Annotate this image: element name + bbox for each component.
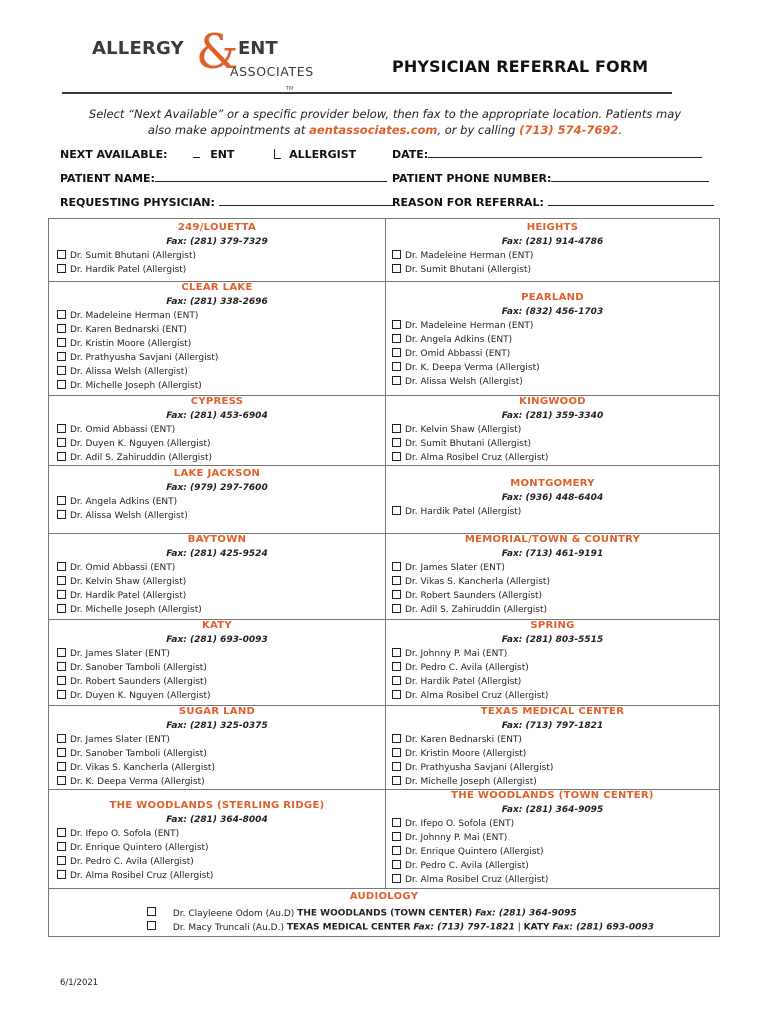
location-block — [49, 395, 385, 465]
provider-option[interactable] — [386, 603, 719, 617]
provider-option[interactable] — [49, 561, 385, 575]
checkbox[interactable] — [392, 452, 401, 461]
checkbox[interactable] — [57, 776, 66, 785]
row-divider — [49, 705, 385, 706]
reason-row — [392, 194, 714, 209]
provider-option[interactable] — [49, 309, 385, 323]
provider-name: Dr. Pedro C. Avila (Allergist) — [70, 857, 194, 867]
provider-name: Dr. Adil S. Zahiruddin (Allergist) — [405, 605, 548, 615]
row-divider — [49, 789, 385, 790]
audiology-divider — [49, 888, 719, 889]
provider-name: Dr. Enrique Quintero (Allergist) — [70, 843, 209, 853]
row-divider — [49, 465, 385, 466]
location-fax: Fax: (281) 379-7329 — [166, 237, 268, 247]
provider-option[interactable] — [386, 859, 719, 873]
provider-option[interactable] — [49, 351, 385, 365]
logo-associates-text: ASSOCIATES — [230, 64, 314, 79]
location-fax: Fax: (281) 693-0093 — [166, 635, 268, 645]
location-name: TEXAS MEDICAL CENTER — [480, 706, 625, 717]
provider-option[interactable] — [49, 827, 385, 841]
provider-option[interactable] — [386, 347, 719, 361]
next-available-label: NEXT AVAILABLE: — [60, 148, 168, 161]
checkbox[interactable] — [57, 662, 66, 671]
ent-checkline[interactable] — [193, 146, 200, 158]
location-name: THE WOODLANDS (STERLING RIDGE) — [109, 800, 325, 811]
provider-option[interactable] — [386, 505, 719, 519]
checkbox[interactable] — [392, 562, 401, 571]
location-name: HEIGHTS — [526, 222, 579, 233]
location-name: MONTGOMERY — [510, 478, 595, 489]
checkbox[interactable] — [392, 874, 401, 883]
provider-option[interactable] — [49, 509, 385, 523]
location-name: KINGWOOD — [519, 396, 586, 407]
provider-option[interactable] — [386, 423, 719, 437]
provider-option[interactable] — [49, 869, 385, 883]
provider-option[interactable] — [49, 263, 385, 277]
provider-option[interactable] — [49, 647, 385, 661]
provider-option[interactable] — [386, 775, 719, 789]
location-block — [49, 619, 385, 705]
checkbox[interactable] — [392, 590, 401, 599]
checkbox[interactable] — [57, 452, 66, 461]
checkbox[interactable] — [392, 264, 401, 273]
provider-name: Dr. Hardik Patel (Allergist) — [70, 591, 187, 601]
provider-name: Dr. Alma Rosibel Cruz (Allergist) — [405, 453, 549, 463]
provider-option[interactable] — [386, 689, 719, 703]
checkbox[interactable] — [57, 828, 66, 837]
patient-phone-row — [392, 170, 709, 185]
location-name: SPRING — [530, 620, 575, 631]
provider-option[interactable] — [386, 451, 719, 465]
checkbox[interactable] — [392, 604, 401, 613]
provider-name: Dr. Ifepo O. Sofola (ENT) — [70, 829, 180, 839]
provider-option[interactable] — [49, 841, 385, 855]
provider-name: Dr. Michelle Joseph (Allergist) — [70, 605, 202, 615]
audiology-location-3: KATY — [523, 922, 550, 933]
requesting-physician-field[interactable] — [219, 194, 393, 206]
checkbox[interactable] — [392, 762, 401, 771]
checkbox[interactable] — [392, 576, 401, 585]
provider-option[interactable] — [49, 675, 385, 689]
provider-option[interactable] — [49, 575, 385, 589]
provider-option[interactable] — [49, 603, 385, 617]
checkbox[interactable] — [57, 762, 66, 771]
location-fax: Fax: (281) 425-9524 — [166, 549, 268, 559]
provider-name: Dr. Vikas S. Kancherla (Allergist) — [70, 763, 215, 773]
audiology-title: AUDIOLOGY — [349, 891, 419, 902]
provider-name: Dr. Michelle Joseph (Allergist) — [405, 777, 537, 787]
location-fax: Fax: (281) 914-4786 — [501, 237, 604, 247]
date-label: DATE: — [392, 148, 429, 161]
provider-name: Dr. Prathyusha Savjani (Allergist) — [70, 353, 219, 363]
provider-option[interactable] — [386, 845, 719, 859]
provider-option[interactable] — [49, 775, 385, 789]
provider-option[interactable] — [386, 263, 719, 277]
checkbox[interactable] — [392, 334, 401, 343]
checkbox[interactable] — [392, 424, 401, 433]
audiology-location-1: THE WOODLANDS (TOWN CENTER) — [297, 908, 473, 919]
row-divider — [49, 533, 385, 534]
patient-name-label: PATIENT NAME: — [60, 172, 155, 185]
checkbox[interactable] — [57, 870, 66, 879]
checkbox[interactable] — [57, 856, 66, 865]
provider-name: Dr. Kristin Moore (Allergist) — [405, 749, 527, 759]
checkbox[interactable] — [147, 907, 156, 916]
provider-name: Dr. Hardik Patel (Allergist) — [70, 265, 187, 275]
location-fax: Fax: (281) 453-6904 — [166, 411, 268, 421]
provider-name: Dr. Alma Rosibel Cruz (Allergist) — [405, 875, 549, 885]
provider-option[interactable] — [386, 361, 719, 375]
location-fax: Fax: (713) 797-1821 — [501, 721, 604, 731]
provider-name: Dr. Duyen K. Nguyen (Allergist) — [70, 691, 211, 701]
checkbox[interactable] — [57, 380, 66, 389]
provider-name: Dr. Enrique Quintero (Allergist) — [405, 847, 544, 857]
provider-name: Dr. Angela Adkins (ENT) — [405, 335, 513, 345]
logo-trademark: TM — [286, 86, 294, 92]
patient-name-row — [60, 170, 387, 185]
checkbox[interactable] — [392, 818, 401, 827]
provider-name: Dr. Pedro C. Avila (Allergist) — [405, 663, 529, 673]
date-field[interactable] — [428, 146, 702, 158]
row-divider — [49, 619, 385, 620]
provider-option[interactable] — [386, 831, 719, 845]
checkbox[interactable] — [57, 576, 66, 585]
provider-option[interactable] — [49, 423, 385, 437]
location-fax: Fax: (281) 364-9095 — [501, 805, 604, 815]
provider-name: Dr. Madeleine Herman (ENT) — [405, 251, 534, 261]
checkbox[interactable] — [392, 506, 401, 515]
allergist-checkline[interactable] — [274, 149, 281, 159]
location-name: LAKE JACKSON — [173, 468, 261, 479]
location-grid — [48, 218, 720, 937]
provider-name: Dr. Alissa Welsh (Allergist) — [70, 511, 188, 521]
intro-line-2-mid: , or by calling — [437, 123, 520, 137]
checkbox[interactable] — [57, 604, 66, 613]
row-divider — [386, 619, 719, 620]
provider-name: Dr. Adil S. Zahiruddin (Allergist) — [70, 453, 213, 463]
provider-name: Dr. Kelvin Shaw (Allergist) — [70, 577, 187, 587]
row-divider — [386, 395, 719, 396]
provider-option[interactable] — [49, 337, 385, 351]
revision-date: 6/1/2021 — [60, 978, 99, 988]
audiology-location-2: TEXAS MEDICAL CENTER — [286, 922, 411, 933]
provider-name: Dr. Madeleine Herman (ENT) — [405, 321, 534, 331]
checkbox[interactable] — [392, 832, 401, 841]
provider-name: Dr. Omid Abbassi (ENT) — [70, 425, 176, 435]
provider-name: Dr. Robert Saunders (Allergist) — [405, 591, 543, 601]
audiology-row-1 — [147, 907, 577, 919]
intro-line-1: Select “Next Available” or a specific provider below, then fax to the appropriate location. Patients may — [88, 107, 682, 121]
provider-option[interactable] — [49, 733, 385, 747]
provider-option[interactable] — [386, 319, 719, 333]
provider-name: Dr. Alma Rosibel Cruz (Allergist) — [70, 871, 214, 881]
row-divider — [49, 395, 385, 396]
audiology-separator: | — [517, 922, 521, 933]
audiology-row-2 — [147, 921, 654, 933]
checkbox[interactable] — [57, 734, 66, 743]
provider-option[interactable] — [49, 451, 385, 465]
provider-name: Dr. Sumit Bhutani (Allergist) — [405, 439, 531, 449]
intro-text — [50, 106, 720, 138]
phone-number[interactable]: (713) 574-7692 — [519, 123, 619, 137]
row-divider — [386, 789, 719, 790]
location-block — [386, 705, 719, 789]
checkbox[interactable] — [57, 264, 66, 273]
reason-field[interactable] — [548, 194, 714, 206]
checkbox[interactable] — [57, 842, 66, 851]
provider-option[interactable] — [386, 647, 719, 661]
location-block — [49, 219, 385, 281]
checkbox[interactable] — [57, 562, 66, 571]
checkbox[interactable] — [57, 338, 66, 347]
provider-name: Dr. Karen Bednarski (ENT) — [70, 325, 187, 335]
location-fax: Fax: (979) 297-7600 — [166, 483, 268, 493]
provider-name: Dr. Alma Rosibel Cruz (Allergist) — [405, 691, 549, 701]
checkbox[interactable] — [392, 662, 401, 671]
provider-name: Dr. Johnny P. Mai (ENT) — [405, 833, 508, 843]
location-name: MEMORIAL/TOWN & COUNTRY — [464, 534, 641, 545]
provider-name: Dr. K. Deepa Verma (Allergist) — [405, 363, 540, 373]
provider-option[interactable] — [386, 817, 719, 831]
checkbox[interactable] — [57, 250, 66, 259]
location-fax: Fax: (832) 456-1703 — [501, 307, 604, 317]
provider-name: Dr. Kelvin Shaw (Allergist) — [405, 425, 522, 435]
location-fax: Fax: (281) 325-0375 — [166, 721, 268, 731]
checkbox[interactable] — [147, 921, 156, 930]
audiology-doctor-1: Dr. Clayleene Odom (Au.D) — [172, 908, 295, 919]
audiology-fax-2: Fax: (713) 797-1821 — [413, 922, 515, 933]
provider-name: Dr. Robert Saunders (Allergist) — [70, 677, 208, 687]
location-name: 249/LOUETTA — [177, 222, 257, 233]
provider-option[interactable] — [49, 855, 385, 869]
provider-name: Dr. Pedro C. Avila (Allergist) — [405, 861, 529, 871]
location-fax: Fax: (281) 338-2696 — [166, 297, 268, 307]
provider-name: Dr. Hardik Patel (Allergist) — [405, 507, 522, 517]
provider-option[interactable] — [386, 675, 719, 689]
location-fax: Fax: (281) 803-5515 — [501, 635, 604, 645]
checkbox[interactable] — [57, 748, 66, 757]
provider-name: Dr. Alissa Welsh (Allergist) — [405, 377, 523, 387]
location-block — [49, 789, 385, 888]
checkbox[interactable] — [57, 310, 66, 319]
provider-option[interactable] — [49, 365, 385, 379]
row-divider — [386, 705, 719, 706]
logo-ent-text: ENT — [238, 38, 278, 59]
provider-name: Dr. K. Deepa Verma (Allergist) — [70, 777, 205, 787]
provider-name: Dr. James Slater (ENT) — [70, 649, 170, 659]
location-name: SUGAR LAND — [178, 706, 256, 717]
provider-option[interactable] — [386, 561, 719, 575]
checkbox[interactable] — [392, 676, 401, 685]
requesting-physician-label: REQUESTING PHYSICIAN: — [60, 196, 215, 209]
location-block — [386, 395, 719, 465]
provider-option[interactable] — [386, 589, 719, 603]
checkbox[interactable] — [392, 362, 401, 371]
provider-name: Dr. Johnny P. Mai (ENT) — [405, 649, 508, 659]
location-block — [49, 533, 385, 619]
provider-option[interactable] — [386, 575, 719, 589]
checkbox[interactable] — [57, 676, 66, 685]
location-block — [386, 465, 719, 533]
provider-name: Dr. Ifepo O. Sofola (ENT) — [405, 819, 515, 829]
provider-name: Dr. Karen Bednarski (ENT) — [405, 735, 522, 745]
header-divider — [62, 92, 672, 94]
checkbox[interactable] — [57, 496, 66, 505]
provider-name: Dr. Alissa Welsh (Allergist) — [70, 367, 188, 377]
location-block — [386, 789, 719, 888]
provider-option[interactable] — [386, 761, 719, 775]
checkbox[interactable] — [392, 250, 401, 259]
checkbox[interactable] — [57, 352, 66, 361]
intro-line-2 — [50, 122, 720, 138]
location-block — [49, 465, 385, 533]
provider-option[interactable] — [49, 379, 385, 393]
location-name: CLEAR LAKE — [181, 282, 253, 293]
provider-name: Dr. Michelle Joseph (Allergist) — [70, 381, 202, 391]
provider-option[interactable] — [49, 689, 385, 703]
provider-name: Dr. Omid Abbassi (ENT) — [405, 349, 511, 359]
provider-option[interactable] — [49, 437, 385, 451]
next-available-row — [60, 146, 356, 161]
provider-name: Dr. Omid Abbassi (ENT) — [70, 563, 176, 573]
logo-allergy-text: ALLERGY — [92, 38, 184, 59]
checkbox[interactable] — [57, 590, 66, 599]
intro-line-2-end: . — [618, 123, 623, 137]
location-name: BAYTOWN — [187, 534, 247, 545]
provider-option[interactable] — [386, 375, 719, 389]
provider-option[interactable] — [49, 589, 385, 603]
checkbox[interactable] — [57, 648, 66, 657]
provider-option[interactable] — [49, 661, 385, 675]
checkbox[interactable] — [392, 438, 401, 447]
checkbox[interactable] — [392, 348, 401, 357]
checkbox[interactable] — [57, 690, 66, 699]
checkbox[interactable] — [392, 748, 401, 757]
provider-name: Dr. Madeleine Herman (ENT) — [70, 311, 199, 321]
allergist-option-label: ALLERGIST — [289, 148, 357, 161]
location-fax: Fax: (936) 448-6404 — [501, 493, 604, 503]
row-divider — [386, 281, 719, 282]
provider-name: Dr. Kristin Moore (Allergist) — [70, 339, 192, 349]
checkbox[interactable] — [392, 734, 401, 743]
checkbox[interactable] — [57, 366, 66, 375]
website-link[interactable]: aentassociates.com — [309, 123, 438, 137]
provider-name: Dr. James Slater (ENT) — [70, 735, 170, 745]
company-logo — [88, 24, 328, 94]
provider-name: Dr. Prathyusha Savjani (Allergist) — [405, 763, 554, 773]
checkbox[interactable] — [392, 648, 401, 657]
provider-name: Dr. Sumit Bhutani (Allergist) — [70, 251, 196, 261]
intro-line-2-start: also make appointments at — [147, 123, 310, 137]
location-block — [49, 705, 385, 789]
provider-option[interactable] — [49, 495, 385, 509]
location-block — [386, 219, 719, 281]
provider-name: Dr. Sumit Bhutani (Allergist) — [405, 265, 531, 275]
provider-option[interactable] — [49, 323, 385, 337]
date-row — [392, 146, 702, 161]
logo-ampersand: & — [196, 24, 239, 80]
location-fax: Fax: (281) 359-3340 — [501, 411, 604, 421]
location-name: KATY — [202, 620, 232, 631]
checkbox[interactable] — [392, 860, 401, 869]
provider-option[interactable] — [386, 333, 719, 347]
checkbox[interactable] — [57, 324, 66, 333]
patient-phone-label: PATIENT PHONE NUMBER: — [392, 172, 552, 185]
provider-name: Dr. James Slater (ENT) — [405, 563, 505, 573]
provider-name: Dr. Vikas S. Kancherla (Allergist) — [405, 577, 550, 587]
row-divider — [386, 465, 719, 466]
location-block — [386, 281, 719, 395]
provider-option[interactable] — [386, 747, 719, 761]
location-block — [49, 281, 385, 395]
ent-option-label: ENT — [210, 148, 235, 161]
form-title: PHYSICIAN REFERRAL FORM — [392, 57, 649, 76]
checkbox[interactable] — [392, 320, 401, 329]
reason-label: REASON FOR REFERRAL: — [392, 196, 544, 209]
location-fax: Fax: (713) 461-9191 — [501, 549, 604, 559]
provider-name: Dr. Sanober Tamboli (Allergist) — [70, 749, 207, 759]
location-name: CYPRESS — [190, 396, 244, 407]
location-block — [386, 533, 719, 619]
provider-name: Dr. Angela Adkins (ENT) — [70, 497, 178, 507]
location-name: PEARLAND — [521, 292, 584, 303]
row-divider — [386, 533, 719, 534]
checkbox[interactable] — [57, 438, 66, 447]
provider-option[interactable] — [49, 249, 385, 263]
checkbox[interactable] — [57, 510, 66, 519]
provider-option[interactable] — [386, 437, 719, 451]
location-block — [386, 619, 719, 705]
checkbox[interactable] — [392, 776, 401, 785]
audiology-fax-1: Fax: (281) 364-9095 — [475, 908, 577, 919]
row-divider — [49, 281, 385, 282]
location-name: THE WOODLANDS (TOWN CENTER) — [451, 790, 654, 801]
patient-phone-field[interactable] — [551, 170, 709, 182]
provider-name: Dr. Hardik Patel (Allergist) — [405, 677, 522, 687]
provider-option[interactable] — [49, 761, 385, 775]
provider-option[interactable] — [386, 733, 719, 747]
location-fax: Fax: (281) 364-8004 — [166, 815, 268, 825]
provider-option[interactable] — [386, 873, 719, 887]
checkbox[interactable] — [392, 846, 401, 855]
provider-option[interactable] — [49, 747, 385, 761]
provider-name: Dr. Duyen K. Nguyen (Allergist) — [70, 439, 211, 449]
requesting-physician-row — [60, 194, 393, 209]
checkbox[interactable] — [392, 690, 401, 699]
audiology-fax-3: Fax: (281) 693-0093 — [552, 922, 654, 933]
provider-option[interactable] — [386, 249, 719, 263]
provider-name: Dr. Sanober Tamboli (Allergist) — [70, 663, 207, 673]
checkbox[interactable] — [57, 424, 66, 433]
provider-option[interactable] — [386, 661, 719, 675]
patient-name-field[interactable] — [155, 170, 387, 182]
checkbox[interactable] — [392, 376, 401, 385]
audiology-doctor-2: Dr. Macy Truncali (Au.D.) — [172, 922, 284, 933]
